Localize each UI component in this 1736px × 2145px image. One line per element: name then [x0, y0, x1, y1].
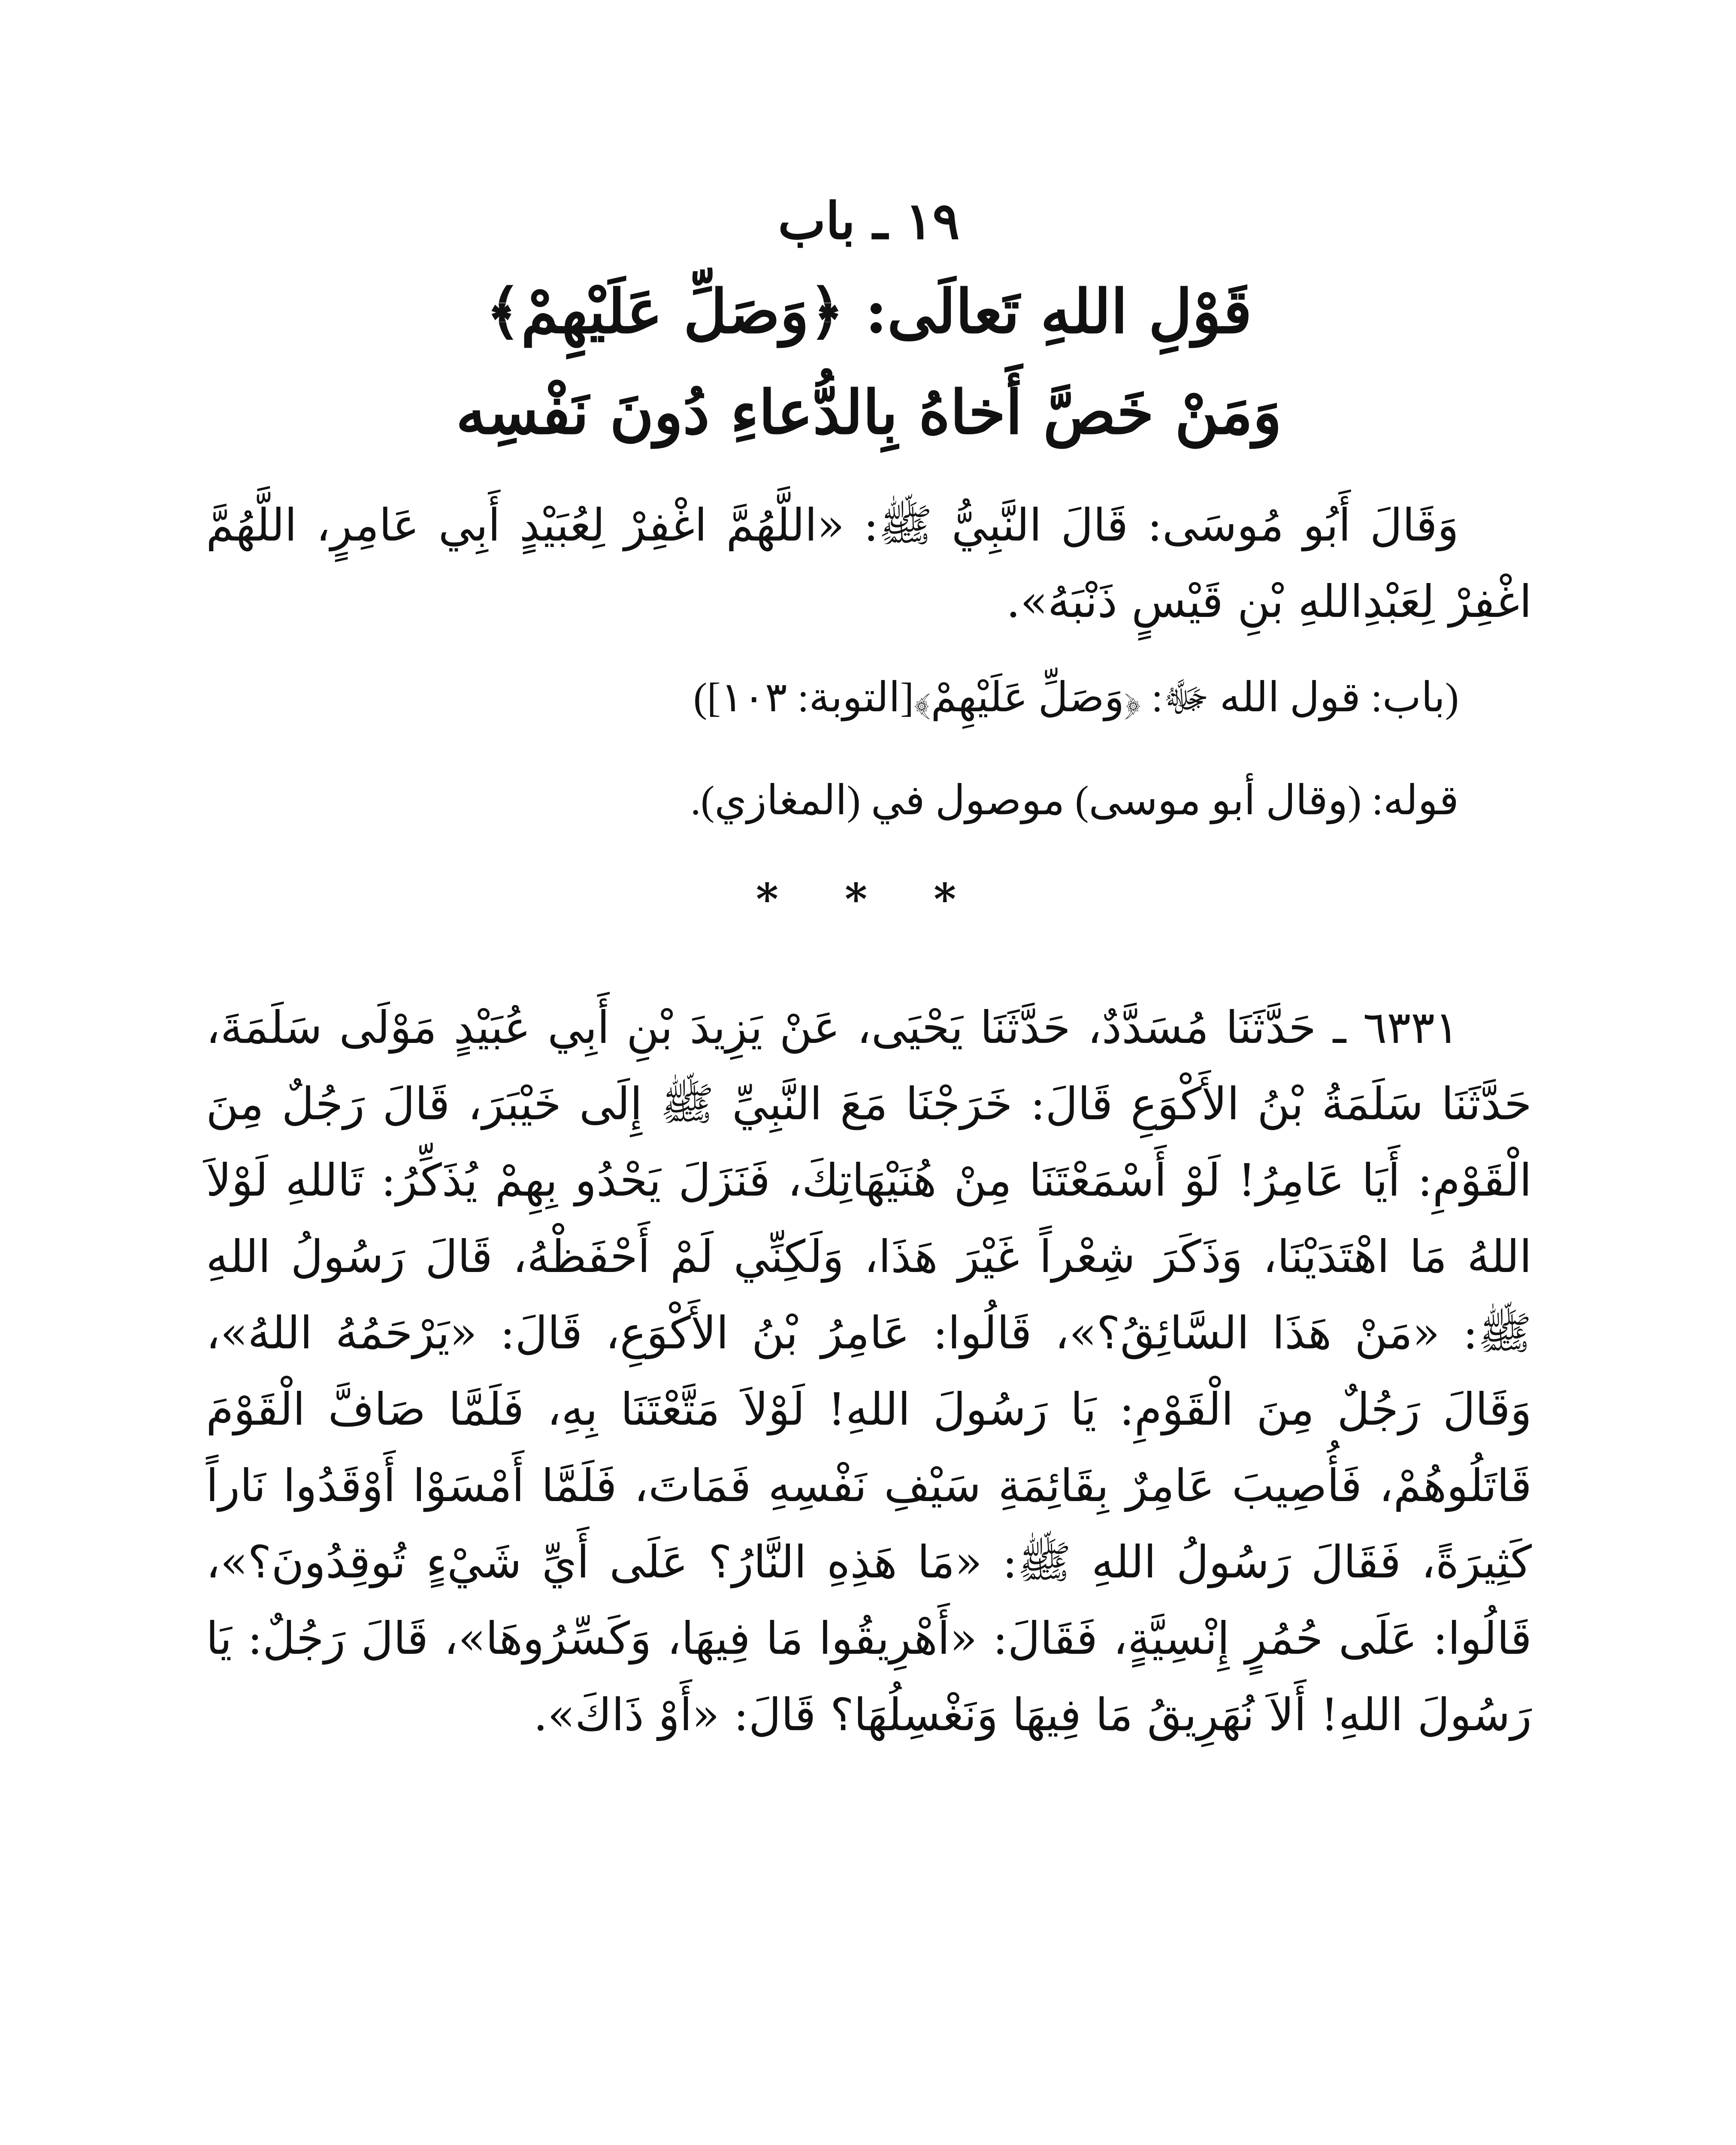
section-separator: * * * [756, 874, 982, 924]
hadith-text: ٦٣٣١ ـ حَدَّثَنَا مُسَدَّدٌ، حَدَّثَنَا يَحْيَى، عَنْ يَزِيدَ بْنِ أَبِي عُبَيْدٍ مَوْلَى سَلَمَةَ، حَدَّثَنَا سَلَمَةُ بْنُ الأَكْوَعِ قَالَ: خَرَجْنَا مَعَ النَّبِيِّ ﷺ إِلَى خَيْبَرَ، قَالَ رَجُلٌ مِنَ الْقَوْمِ: أَيَا عَامِرُ! لَوْ أَسْمَعْتَنَا مِنْ هُنَيْهَاتِكَ، فَنَزَلَ يَحْدُو بِهِمْ يُذَكِّرُ: تَاللهِ لَوْلاَ اللهُ مَا اهْتَدَيْنَا، وَذَكَرَ شِعْراً غَيْرَ هَذَا، وَلَكِنِّي لَمْ أَحْفَظْهُ، قَالَ رَسُولُ اللهِ ﷺ: «مَنْ هَذَا السَّائِقُ؟»، قَالُوا: عَامِرُ بْنُ الأَكْوَعِ، قَالَ: «يَرْحَمُهُ اللهُ»، وَقَالَ رَجُلٌ مِنَ الْقَوْمِ: يَا رَسُولَ اللهِ! لَوْلاَ مَتَّعْتَنَا بِهِ، فَلَمَّا صَافَّ الْقَوْمَ قَاتَلُوهُمْ، فَأُصِيبَ عَامِرٌ بِقَائِمَةِ سَيْفِ نَفْسِهِ فَمَاتَ، فَلَمَّا أَمْسَوْا أَوْقَدُوا نَاراً كَثِيرَةً، فَقَالَ رَسُولُ اللهِ ﷺ: «مَا هَذِهِ النَّارُ؟ عَلَى أَيِّ شَيْءٍ تُوقِدُونَ؟»، قَالُوا: عَلَى حُمُرٍ إِنْسِيَّةٍ، فَقَالَ: «أَهْرِيقُوا مَا فِيهَا، وَكَسِّرُوهَا»، قَالَ رَجُلٌ: يَا رَسُولَ اللهِ! أَلاَ نُهَرِيقُ مَا فِيهَا وَنَغْسِلُهَا؟ قَالَ: «أَوْ ذَاكَ». [206, 1001, 1532, 1741]
commentary-note: قوله: (وقال أبو موسى) موصول في (المغازي). [690, 777, 1459, 823]
chapter-number: ١٩ ـ باب [778, 191, 960, 251]
commentary-chapter-reference: (باب: قول الله ﷻ: ﴿وَصَلِّ عَلَيْهِمْ﴾[التوبة: ١٠٣]) [693, 674, 1459, 720]
chapter-title-line-2: وَمَنْ خَصَّ أَخاهُ بِالدُّعاءِ دُونَ نَفْسِه [456, 378, 1282, 448]
book-page [206, 189, 1532, 2145]
suspended-narration: وَقَالَ أَبُو مُوسَى: قَالَ النَّبِيُّ ﷺ: «اللَّهُمَّ اغْفِرْ لِعُبَيْدٍ أَبِي عَامِرٍ، اللَّهُمَّ اغْفِرْ لِعَبْدِاللهِ بْنِ قَيْسٍ ذَنْبَهُ». [206, 499, 1532, 628]
chapter-title-line-1: قَوْلِ اللهِ تَعالَى: ﴿وَصَلِّ عَلَيْهِمْ﴾ [486, 277, 1252, 347]
